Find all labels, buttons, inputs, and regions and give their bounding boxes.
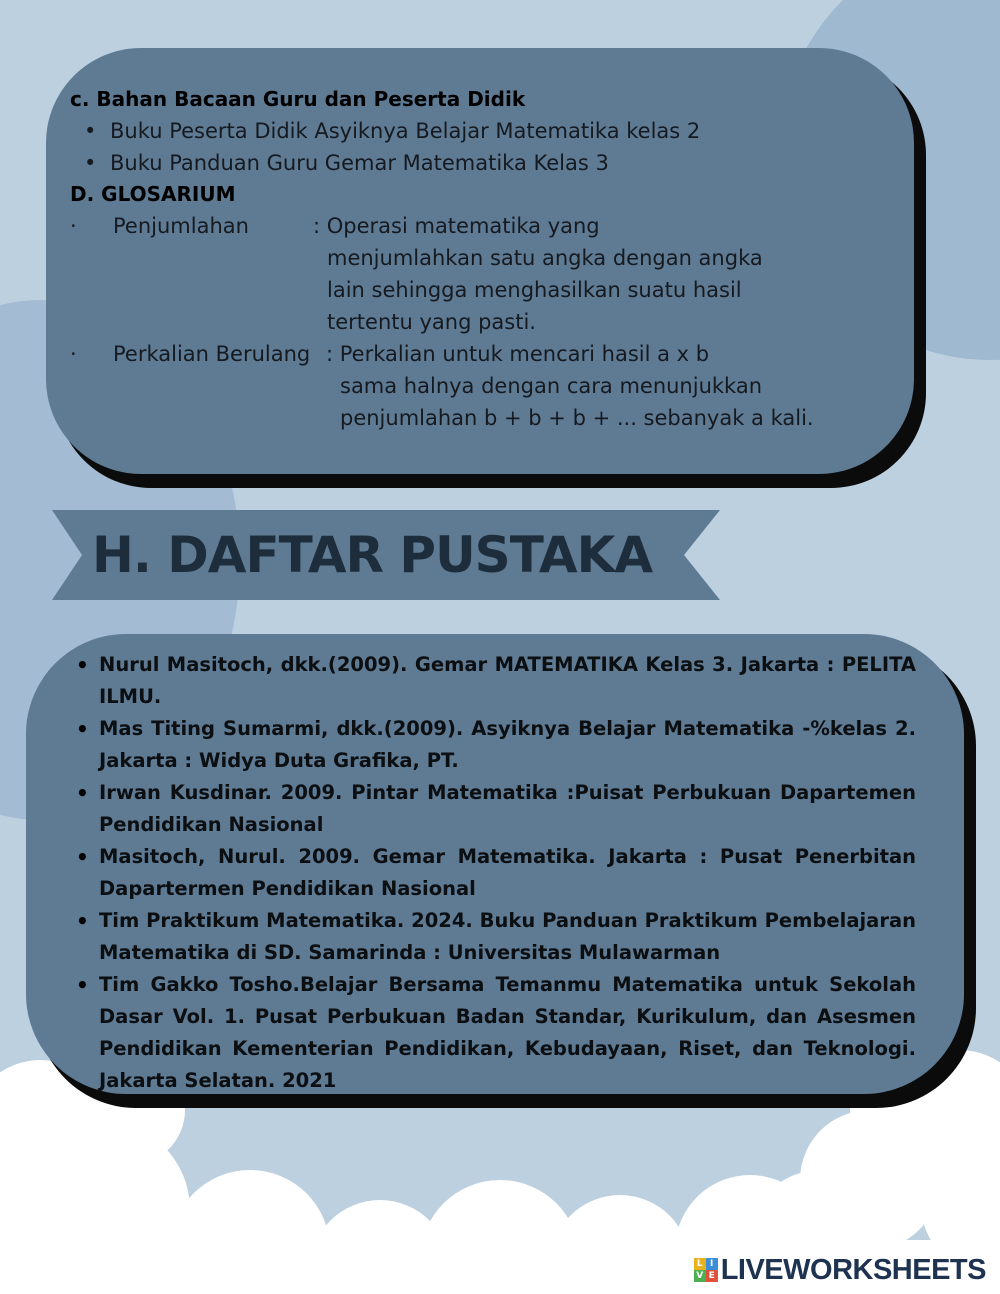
book-item: Buku Peserta Didik Asyiknya Belajar Matematika kelas 2: [110, 119, 701, 143]
reference-list: [76, 649, 916, 1097]
glossary-definition-line: tertentu yang pasti.: [327, 310, 536, 334]
list-item: [76, 777, 916, 841]
list-item: [76, 649, 916, 713]
reference-bullet: •: [76, 781, 89, 805]
glossary-bullet: ·: [70, 342, 77, 366]
list-item: [76, 841, 916, 905]
reading-materials-heading: c. Bahan Bacaan Guru dan Peserta Didik: [70, 87, 526, 111]
liveworksheets-brand[interactable]: [694, 1250, 986, 1290]
reference-bullet: •: [76, 973, 89, 997]
glossary-definition-line: lain sehingga menghasilkan suatu hasil: [327, 278, 742, 302]
list-item: [76, 713, 916, 777]
book-bullet: •: [84, 119, 97, 143]
reference-bullet: •: [76, 909, 89, 933]
liveworksheets-logo-icon: [694, 1258, 718, 1282]
glossary-bullet: ·: [70, 214, 77, 238]
glossary-definition-line: menjumlahkan satu angka dengan angka: [327, 246, 763, 270]
reference-text: Nurul Masitoch, dkk.(2009). Gemar MATEMATIKA Kelas 3. Jakarta : PELITA ILMU.: [99, 653, 916, 708]
glossary-heading: D. GLOSARIUM: [70, 182, 236, 206]
reference-text: Mas Titing Sumarmi, dkk.(2009). Asyiknya Belajar Matematika -%kelas 2. Jakarta : Widya Duta Grafika, PT.: [99, 717, 916, 772]
section-title: H. DAFTAR PUSTAKA: [92, 526, 653, 584]
list-item: [76, 905, 916, 969]
reference-text: Tim Praktikum Matematika. 2024. Buku Panduan Praktikum Pembelajaran Matematika di SD. Samarinda : Universitas Mulawarman: [99, 909, 916, 964]
glossary-definition-line: : Perkalian untuk mencari hasil a x b: [326, 342, 710, 366]
reference-text: Irwan Kusdinar. 2009. Pintar Matematika :Puisat Perbukuan Dapartemen Pendidikan Nasional: [99, 781, 916, 836]
logo-letter: E: [706, 1270, 718, 1282]
reference-text: Tim Gakko Tosho.Belajar Bersama Temanmu Matematika untuk Sekolah Dasar Vol. 1. Pusat Perbukuan Badan Standar, Kurikulum, dan Asesmen Pendidikan Kementerian Pendidikan, Kebudayaan, Riset, dan Teknologi. Jakarta Selatan. 2021: [99, 973, 916, 1092]
glossary-definition-line: penjumlahan b + b + b + ... sebanyak a kali.: [340, 406, 814, 430]
glossary-definition-line: : Operasi matematika yang: [313, 214, 600, 238]
brand-name: LIVEWORKSHEETS: [720, 1253, 986, 1286]
logo-letter: I: [706, 1258, 718, 1270]
glossary-term-penjumlahan: Penjumlahan: [113, 214, 249, 238]
list-item: [76, 969, 916, 1097]
glossary-definition-line: sama halnya dengan cara menunjukkan: [340, 374, 763, 398]
reference-text: Masitoch, Nurul. 2009. Gemar Matematika. Jakarta : Pusat Penerbitan Dapartermen Pendidikan Nasional: [99, 845, 916, 900]
book-bullet: •: [84, 151, 97, 175]
reference-bullet: •: [76, 717, 89, 741]
logo-letter: L: [694, 1258, 706, 1270]
reference-bullet: •: [76, 845, 89, 869]
reference-bullet: •: [76, 653, 89, 677]
logo-letter: V: [694, 1270, 706, 1282]
book-item: Buku Panduan Guru Gemar Matematika Kelas 3: [110, 151, 609, 175]
glossary-term-perkalian: Perkalian Berulang: [113, 342, 311, 366]
